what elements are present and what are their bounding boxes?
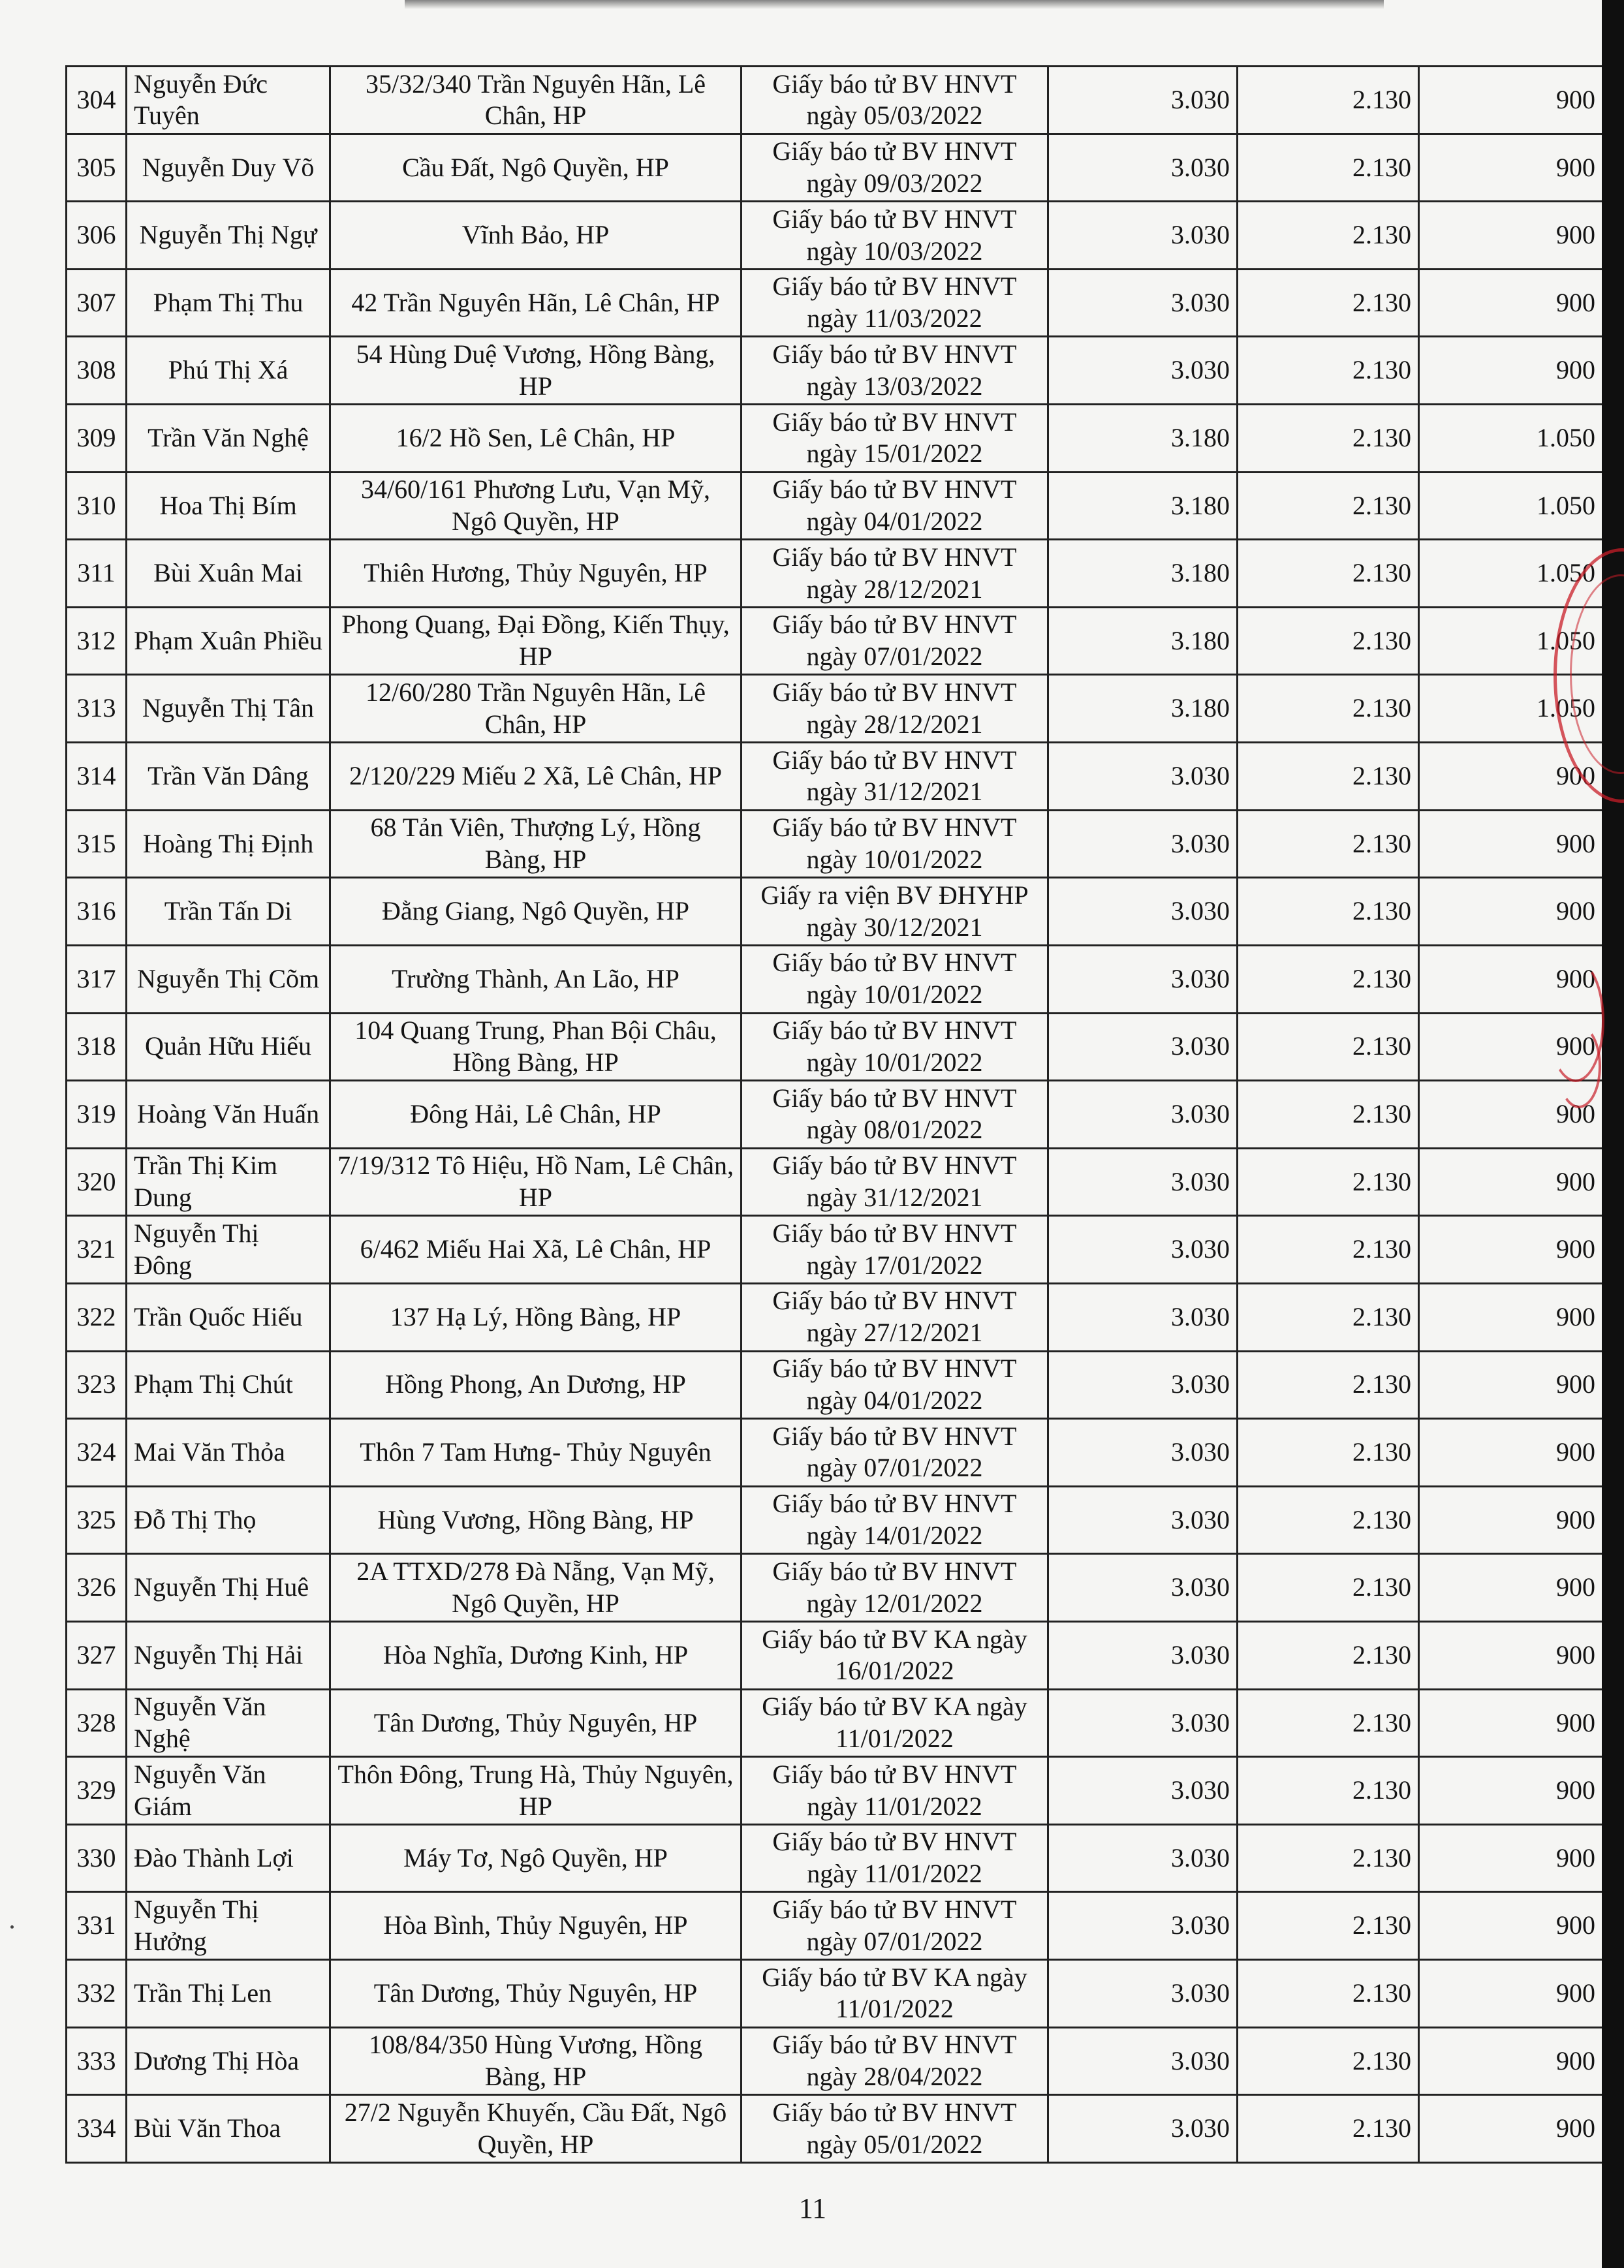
row-number-cell: 319 — [67, 1081, 127, 1149]
document-cell: Giấy báo tử BV HNVT ngày 28/12/2021 — [742, 675, 1048, 743]
amount-cell-3: 900 — [1419, 1216, 1603, 1284]
address-cell: Hồng Phong, An Dương, HP — [330, 1351, 742, 1419]
amount-cell-1: 3.030 — [1048, 1351, 1238, 1419]
amount-cell-2: 2.130 — [1238, 134, 1419, 202]
amount-cell-1: 3.030 — [1048, 1419, 1238, 1487]
table-row — [67, 1081, 1603, 1149]
amount-cell-3: 900 — [1419, 202, 1603, 270]
amount-cell-3: 900 — [1419, 1148, 1603, 1216]
name-cell: Trần Thị Len — [127, 1960, 330, 2028]
amount-cell-1: 3.030 — [1048, 878, 1238, 946]
amount-cell-3: 900 — [1419, 1757, 1603, 1825]
name-cell: Nguyễn Thị Đông — [127, 1216, 330, 1284]
document-cell: Giấy báo tử BV HNVT ngày 04/01/2022 — [742, 472, 1048, 540]
amount-cell-3: 900 — [1419, 1824, 1603, 1892]
row-number-cell: 330 — [67, 1824, 127, 1892]
amount-cell-3: 900 — [1419, 1419, 1603, 1487]
amount-cell-3: 1.050 — [1419, 540, 1603, 608]
address-cell: Cầu Đất, Ngô Quyền, HP — [330, 134, 742, 202]
document-cell: Giấy báo tử BV HNVT ngày 10/03/2022 — [742, 202, 1048, 270]
address-cell: Đằng Giang, Ngô Quyền, HP — [330, 878, 742, 946]
amount-cell-3: 900 — [1419, 810, 1603, 878]
document-cell: Giấy báo tử BV HNVT ngày 10/01/2022 — [742, 810, 1048, 878]
amount-cell-1: 3.180 — [1048, 675, 1238, 743]
name-cell: Nguyễn Thị Huê — [127, 1554, 330, 1622]
amount-cell-3: 900 — [1419, 1689, 1603, 1757]
amount-cell-1: 3.030 — [1048, 743, 1238, 811]
amount-cell-3: 900 — [1419, 1351, 1603, 1419]
table-row — [67, 1216, 1603, 1284]
amount-cell-3: 900 — [1419, 1013, 1603, 1081]
amount-cell-2: 2.130 — [1238, 1486, 1419, 1554]
amount-cell-2: 2.130 — [1238, 540, 1419, 608]
address-cell: Thôn Đông, Trung Hà, Thủy Nguyên, HP — [330, 1757, 742, 1825]
table-row — [67, 810, 1603, 878]
table-row — [67, 607, 1603, 675]
amount-cell-1: 3.030 — [1048, 945, 1238, 1013]
address-cell: 35/32/340 Trần Nguyên Hãn, Lê Chân, HP — [330, 67, 742, 134]
name-cell: Phạm Xuân Phiều — [127, 607, 330, 675]
amount-cell-2: 2.130 — [1238, 405, 1419, 473]
address-cell: Thiên Hương, Thủy Nguyên, HP — [330, 540, 742, 608]
address-cell: 7/19/312 Tô Hiệu, Hồ Nam, Lê Chân, HP — [330, 1148, 742, 1216]
document-cell: Giấy báo tử BV HNVT ngày 07/01/2022 — [742, 1892, 1048, 1960]
name-cell: Nguyễn Đức Tuyên — [127, 67, 330, 134]
document-cell: Giấy báo tử BV HNVT ngày 15/01/2022 — [742, 405, 1048, 473]
amount-cell-1: 3.180 — [1048, 540, 1238, 608]
document-cell: Giấy báo tử BV HNVT ngày 11/03/2022 — [742, 269, 1048, 337]
row-number-cell: 307 — [67, 269, 127, 337]
document-cell: Giấy báo tử BV HNVT ngày 27/12/2021 — [742, 1283, 1048, 1351]
document-cell: Giấy báo tử BV HNVT ngày 31/12/2021 — [742, 1148, 1048, 1216]
name-cell: Nguyễn Thị Hưởng — [127, 1892, 330, 1960]
amount-cell-3: 900 — [1419, 269, 1603, 337]
address-cell: Hòa Nghĩa, Dương Kinh, HP — [330, 1622, 742, 1690]
amount-cell-2: 2.130 — [1238, 1757, 1419, 1825]
payment-table — [65, 65, 1604, 2164]
row-number-cell: 332 — [67, 1960, 127, 2028]
table-row — [67, 1419, 1603, 1487]
name-cell: Nguyễn Thị Tân — [127, 675, 330, 743]
document-cell: Giấy báo tử BV HNVT ngày 05/03/2022 — [742, 67, 1048, 134]
amount-cell-2: 2.130 — [1238, 675, 1419, 743]
amount-cell-3: 900 — [1419, 1486, 1603, 1554]
amount-cell-3: 900 — [1419, 1892, 1603, 1960]
document-cell: Giấy báo tử BV HNVT ngày 07/01/2022 — [742, 607, 1048, 675]
page-number: 11 — [798, 2192, 827, 2224]
name-cell: Phạm Thị Chút — [127, 1351, 330, 1419]
name-cell: Dương Thị Hòa — [127, 2027, 330, 2095]
name-cell: Nguyễn Văn Giám — [127, 1757, 330, 1825]
table-row — [67, 878, 1603, 946]
row-number-cell: 313 — [67, 675, 127, 743]
document-cell: Giấy báo tử BV KA ngày 11/01/2022 — [742, 1960, 1048, 2028]
name-cell: Mai Văn Thỏa — [127, 1419, 330, 1487]
margin-mark — [10, 1925, 14, 1929]
name-cell: Trần Văn Nghệ — [127, 405, 330, 473]
table-row — [67, 134, 1603, 202]
row-number-cell: 308 — [67, 337, 127, 405]
row-number-cell: 305 — [67, 134, 127, 202]
table-row — [67, 1554, 1603, 1622]
table-row — [67, 1622, 1603, 1690]
amount-cell-3: 900 — [1419, 1283, 1603, 1351]
scan-edge-bar — [1602, 0, 1624, 2268]
address-cell: Thôn 7 Tam Hưng- Thủy Nguyên — [330, 1419, 742, 1487]
row-number-cell: 318 — [67, 1013, 127, 1081]
name-cell: Nguyễn Thị Ngự — [127, 202, 330, 270]
name-cell: Trần Quốc Hiếu — [127, 1283, 330, 1351]
amount-cell-3: 900 — [1419, 1622, 1603, 1690]
amount-cell-3: 900 — [1419, 134, 1603, 202]
document-cell: Giấy báo tử BV HNVT ngày 12/01/2022 — [742, 1554, 1048, 1622]
amount-cell-3: 900 — [1419, 2027, 1603, 2095]
amount-cell-2: 2.130 — [1238, 1622, 1419, 1690]
amount-cell-1: 3.030 — [1048, 1013, 1238, 1081]
row-number-cell: 311 — [67, 540, 127, 608]
row-number-cell: 326 — [67, 1554, 127, 1622]
row-number-cell: 317 — [67, 945, 127, 1013]
amount-cell-1: 3.030 — [1048, 1216, 1238, 1284]
address-cell: Trường Thành, An Lão, HP — [330, 945, 742, 1013]
document-cell: Giấy ra viện BV ĐHYHP ngày 30/12/2021 — [742, 878, 1048, 946]
address-cell: Máy Tơ, Ngô Quyền, HP — [330, 1824, 742, 1892]
signature-mark — [1557, 1025, 1601, 1108]
amount-cell-1: 3.180 — [1048, 607, 1238, 675]
name-cell: Phú Thị Xá — [127, 337, 330, 405]
address-cell: 12/60/280 Trần Nguyên Hãn, Lê Chân, HP — [330, 675, 742, 743]
name-cell: Nguyễn Duy Võ — [127, 134, 330, 202]
row-number-cell: 331 — [67, 1892, 127, 1960]
amount-cell-3: 900 — [1419, 878, 1603, 946]
name-cell: Nguyễn Thị Hải — [127, 1622, 330, 1690]
name-cell: Quản Hữu Hiếu — [127, 1013, 330, 1081]
address-cell: 34/60/161 Phương Lưu, Vạn Mỹ, Ngô Quyền, HP — [330, 472, 742, 540]
address-cell: Đông Hải, Lê Chân, HP — [330, 1081, 742, 1149]
table-row — [67, 1351, 1603, 1419]
document-cell: Giấy báo tử BV HNVT ngày 14/01/2022 — [742, 1486, 1048, 1554]
amount-cell-3: 900 — [1419, 1554, 1603, 1622]
row-number-cell: 333 — [67, 2027, 127, 2095]
table-row — [67, 945, 1603, 1013]
name-cell: Đào Thành Lợi — [127, 1824, 330, 1892]
address-cell: 104 Quang Trung, Phan Bội Châu, Hồng Bàng, HP — [330, 1013, 742, 1081]
amount-cell-2: 2.130 — [1238, 337, 1419, 405]
amount-cell-3: 1.050 — [1419, 472, 1603, 540]
amount-cell-1: 3.030 — [1048, 1824, 1238, 1892]
amount-cell-1: 3.030 — [1048, 1148, 1238, 1216]
amount-cell-2: 2.130 — [1238, 67, 1419, 134]
amount-cell-2: 2.130 — [1238, 269, 1419, 337]
name-cell: Phạm Thị Thu — [127, 269, 330, 337]
amount-cell-2: 2.130 — [1238, 1824, 1419, 1892]
amount-cell-3: 900 — [1419, 743, 1603, 811]
amount-cell-2: 2.130 — [1238, 607, 1419, 675]
amount-cell-2: 2.130 — [1238, 472, 1419, 540]
amount-cell-3: 900 — [1419, 1960, 1603, 2028]
amount-cell-2: 2.130 — [1238, 945, 1419, 1013]
amount-cell-2: 2.130 — [1238, 202, 1419, 270]
table-row — [67, 1824, 1603, 1892]
amount-cell-2: 2.130 — [1238, 1419, 1419, 1487]
name-cell: Trần Thị Kim Dung — [127, 1148, 330, 1216]
address-cell: Tân Dương, Thủy Nguyên, HP — [330, 1960, 742, 2028]
amount-cell-2: 2.130 — [1238, 878, 1419, 946]
document-cell: Giấy báo tử BV HNVT ngày 10/01/2022 — [742, 1013, 1048, 1081]
document-cell: Giấy báo tử BV HNVT ngày 13/03/2022 — [742, 337, 1048, 405]
amount-cell-2: 2.130 — [1238, 743, 1419, 811]
table-row — [67, 337, 1603, 405]
name-cell: Trần Tấn Di — [127, 878, 330, 946]
address-cell: Phong Quang, Đại Đồng, Kiến Thụy, HP — [330, 607, 742, 675]
address-cell: Hòa Bình, Thủy Nguyên, HP — [330, 1892, 742, 1960]
table-row — [67, 269, 1603, 337]
row-number-cell: 306 — [67, 202, 127, 270]
amount-cell-1: 3.180 — [1048, 472, 1238, 540]
address-cell: Hùng Vương, Hồng Bàng, HP — [330, 1486, 742, 1554]
address-cell: 2A TTXD/278 Đà Nẵng, Vạn Mỹ, Ngô Quyền, HP — [330, 1554, 742, 1622]
table-row — [67, 1960, 1603, 2028]
amount-cell-1: 3.030 — [1048, 1283, 1238, 1351]
amount-cell-1: 3.030 — [1048, 1081, 1238, 1149]
amount-cell-2: 2.130 — [1238, 1554, 1419, 1622]
name-cell: Bùi Xuân Mai — [127, 540, 330, 608]
table-row — [67, 67, 1603, 134]
name-cell: Hoàng Văn Huấn — [127, 1081, 330, 1149]
name-cell: Nguyễn Văn Nghệ — [127, 1689, 330, 1757]
name-cell: Trần Văn Dâng — [127, 743, 330, 811]
row-number-cell: 321 — [67, 1216, 127, 1284]
amount-cell-2: 2.130 — [1238, 2095, 1419, 2163]
document-cell: Giấy báo tử BV HNVT ngày 28/12/2021 — [742, 540, 1048, 608]
address-cell: 42 Trần Nguyên Hãn, Lê Chân, HP — [330, 269, 742, 337]
amount-cell-2: 2.130 — [1238, 1960, 1419, 2028]
row-number-cell: 314 — [67, 743, 127, 811]
address-cell: Tân Dương, Thủy Nguyên, HP — [330, 1689, 742, 1757]
address-cell: 2/120/229 Miếu 2 Xã, Lê Chân, HP — [330, 743, 742, 811]
amount-cell-1: 3.030 — [1048, 1554, 1238, 1622]
amount-cell-2: 2.130 — [1238, 1283, 1419, 1351]
table-row — [67, 675, 1603, 743]
amount-cell-1: 3.030 — [1048, 202, 1238, 270]
document-cell: Giấy báo tử BV HNVT ngày 08/01/2022 — [742, 1081, 1048, 1149]
amount-cell-1: 3.030 — [1048, 1960, 1238, 2028]
amount-cell-2: 2.130 — [1238, 1689, 1419, 1757]
document-cell: Giấy báo tử BV HNVT ngày 09/03/2022 — [742, 134, 1048, 202]
row-number-cell: 329 — [67, 1757, 127, 1825]
row-number-cell: 327 — [67, 1622, 127, 1690]
amount-cell-3: 900 — [1419, 1081, 1603, 1149]
table-row — [67, 1283, 1603, 1351]
table-row — [67, 1689, 1603, 1757]
address-cell: 68 Tản Viên, Thượng Lý, Hồng Bàng, HP — [330, 810, 742, 878]
table-row — [67, 405, 1603, 473]
row-number-cell: 310 — [67, 472, 127, 540]
document-cell: Giấy báo tử BV KA ngày 11/01/2022 — [742, 1689, 1048, 1757]
table-row — [67, 743, 1603, 811]
amount-cell-2: 2.130 — [1238, 1351, 1419, 1419]
address-cell: 108/84/350 Hùng Vương, Hồng Bàng, HP — [330, 2027, 742, 2095]
table-row — [67, 2027, 1603, 2095]
row-number-cell: 334 — [67, 2095, 127, 2163]
amount-cell-1: 3.030 — [1048, 337, 1238, 405]
amount-cell-1: 3.030 — [1048, 2027, 1238, 2095]
name-cell: Hoàng Thị Định — [127, 810, 330, 878]
row-number-cell: 316 — [67, 878, 127, 946]
table-row — [67, 1892, 1603, 1960]
table-row — [67, 1013, 1603, 1081]
table-row — [67, 1486, 1603, 1554]
row-number-cell: 309 — [67, 405, 127, 473]
row-number-cell: 328 — [67, 1689, 127, 1757]
amount-cell-2: 2.130 — [1238, 1081, 1419, 1149]
document-cell: Giấy báo tử BV HNVT ngày 11/01/2022 — [742, 1824, 1048, 1892]
row-number-cell: 322 — [67, 1283, 127, 1351]
row-number-cell: 315 — [67, 810, 127, 878]
table-body — [67, 67, 1603, 2163]
document-cell: Giấy báo tử BV HNVT ngày 31/12/2021 — [742, 743, 1048, 811]
amount-cell-1: 3.030 — [1048, 1757, 1238, 1825]
name-cell: Đỗ Thị Thọ — [127, 1486, 330, 1554]
address-cell: 54 Hùng Duệ Vương, Hồng Bàng, HP — [330, 337, 742, 405]
table-row — [67, 202, 1603, 270]
amount-cell-2: 2.130 — [1238, 1148, 1419, 1216]
table-row — [67, 1757, 1603, 1825]
scan-edge-shadow — [405, 0, 1384, 9]
amount-cell-2: 2.130 — [1238, 1013, 1419, 1081]
amount-cell-2: 2.130 — [1238, 810, 1419, 878]
document-cell: Giấy báo tử BV HNVT ngày 10/01/2022 — [742, 945, 1048, 1013]
table-row — [67, 2095, 1603, 2163]
amount-cell-1: 3.030 — [1048, 1622, 1238, 1690]
name-cell: Nguyễn Thị Cõm — [127, 945, 330, 1013]
address-cell: 16/2 Hồ Sen, Lê Chân, HP — [330, 405, 742, 473]
table-row — [67, 1148, 1603, 1216]
name-cell: Bùi Văn Thoa — [127, 2095, 330, 2163]
address-cell: 27/2 Nguyễn Khuyến, Cầu Đất, Ngô Quyền, HP — [330, 2095, 742, 2163]
amount-cell-3: 1.050 — [1419, 675, 1603, 743]
amount-cell-1: 3.030 — [1048, 810, 1238, 878]
table-row — [67, 472, 1603, 540]
amount-cell-3: 900 — [1419, 67, 1603, 134]
amount-cell-1: 3.030 — [1048, 67, 1238, 134]
amount-cell-1: 3.180 — [1048, 405, 1238, 473]
amount-cell-3: 900 — [1419, 337, 1603, 405]
amount-cell-3: 1.050 — [1419, 607, 1603, 675]
document-cell: Giấy báo tử BV KA ngày 16/01/2022 — [742, 1622, 1048, 1690]
address-cell: 6/462 Miếu Hai Xã, Lê Chân, HP — [330, 1216, 742, 1284]
amount-cell-1: 3.030 — [1048, 134, 1238, 202]
amount-cell-2: 2.130 — [1238, 2027, 1419, 2095]
row-number-cell: 312 — [67, 607, 127, 675]
document-cell: Giấy báo tử BV HNVT ngày 07/01/2022 — [742, 1419, 1048, 1487]
address-cell: Vĩnh Bảo, HP — [330, 202, 742, 270]
amount-cell-3: 1.050 — [1419, 405, 1603, 473]
address-cell: 137 Hạ Lý, Hồng Bàng, HP — [330, 1283, 742, 1351]
amount-cell-1: 3.030 — [1048, 1689, 1238, 1757]
row-number-cell: 323 — [67, 1351, 127, 1419]
row-number-cell: 324 — [67, 1419, 127, 1487]
row-number-cell: 325 — [67, 1486, 127, 1554]
document-cell: Giấy báo tử BV HNVT ngày 28/04/2022 — [742, 2027, 1048, 2095]
amount-cell-2: 2.130 — [1238, 1892, 1419, 1960]
document-cell: Giấy báo tử BV HNVT ngày 05/01/2022 — [742, 2095, 1048, 2163]
row-number-cell: 320 — [67, 1148, 127, 1216]
document-cell: Giấy báo tử BV HNVT ngày 04/01/2022 — [742, 1351, 1048, 1419]
amount-cell-1: 3.030 — [1048, 1892, 1238, 1960]
row-number-cell: 304 — [67, 67, 127, 134]
document-cell: Giấy báo tử BV HNVT ngày 11/01/2022 — [742, 1757, 1048, 1825]
table-row — [67, 540, 1603, 608]
name-cell: Hoa Thị Bím — [127, 472, 330, 540]
amount-cell-1: 3.030 — [1048, 2095, 1238, 2163]
amount-cell-1: 3.030 — [1048, 269, 1238, 337]
amount-cell-1: 3.030 — [1048, 1486, 1238, 1554]
document-cell: Giấy báo tử BV HNVT ngày 17/01/2022 — [742, 1216, 1048, 1284]
amount-cell-2: 2.130 — [1238, 1216, 1419, 1284]
amount-cell-3: 900 — [1419, 2095, 1603, 2163]
amount-cell-3: 900 — [1419, 945, 1603, 1013]
